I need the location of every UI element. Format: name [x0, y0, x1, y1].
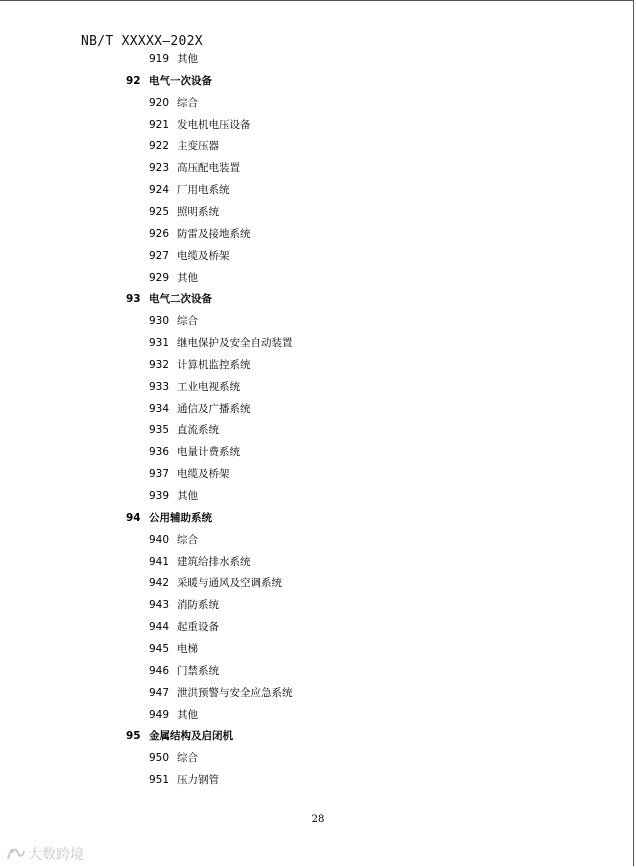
category-code: 934 [149, 402, 170, 415]
category-item [149, 594, 219, 616]
category-label: 其他 [177, 271, 198, 284]
category-label: 电缆及桥架 [177, 468, 230, 481]
category-label: 其他 [177, 53, 198, 65]
category-item [149, 485, 198, 507]
watermark-logo-icon [6, 845, 26, 863]
category-item [149, 463, 230, 485]
category-item [149, 747, 198, 769]
category-item [149, 267, 198, 289]
category-code: 924 [149, 184, 170, 197]
category-label: 其他 [177, 708, 198, 721]
category-label: 消防系统 [177, 599, 219, 612]
category-code: 939 [149, 490, 170, 502]
category-item [149, 529, 198, 551]
category-code: 923 [149, 162, 170, 175]
category-item [149, 92, 198, 114]
category-label: 工业电视系统 [177, 380, 240, 393]
category-heading [126, 288, 212, 310]
category-label: 综合 [177, 533, 198, 546]
category-label: 金属结构及启闭机 [149, 730, 233, 743]
category-code: 937 [149, 468, 170, 481]
category-label: 综合 [177, 96, 198, 109]
category-code: 921 [149, 118, 170, 131]
category-item [149, 201, 219, 223]
category-code: 926 [149, 227, 170, 240]
category-code: 929 [149, 271, 170, 284]
category-code: 919 [149, 53, 170, 65]
category-item [149, 419, 219, 441]
watermark-text: 大数跨境 [28, 847, 84, 863]
category-code: 946 [149, 664, 170, 677]
category-item [149, 704, 198, 726]
category-label: 计算机监控系统 [177, 358, 251, 371]
category-item [149, 48, 198, 70]
category-code: 950 [149, 752, 170, 765]
category-code: 932 [149, 358, 170, 371]
category-item [149, 310, 198, 332]
category-label: 综合 [177, 752, 198, 765]
watermark [6, 844, 84, 864]
category-heading [126, 70, 212, 92]
category-code: 922 [149, 140, 170, 153]
category-label: 发电机电压设备 [177, 118, 251, 131]
category-code: 94 [126, 511, 141, 524]
category-label: 高压配电装置 [177, 162, 240, 175]
category-code: 944 [149, 621, 170, 634]
category-code: 933 [149, 380, 170, 393]
category-label: 起重设备 [177, 621, 219, 634]
category-heading [126, 725, 233, 747]
category-label: 泄洪预警与安全应急系统 [177, 686, 293, 699]
category-item [149, 398, 251, 420]
page-number: 28 [311, 814, 325, 825]
category-code: 920 [149, 96, 170, 109]
category-label: 继电保护及安全自动装置 [177, 337, 293, 350]
category-code: 945 [149, 642, 170, 655]
category-code: 951 [149, 774, 170, 787]
category-item [149, 332, 293, 354]
category-item [149, 660, 219, 682]
category-label: 电梯 [177, 642, 198, 655]
category-item [149, 551, 251, 573]
category-code: 935 [149, 424, 170, 437]
category-item [149, 157, 240, 179]
category-code: 947 [149, 686, 170, 699]
category-label: 建筑给排水系统 [177, 555, 251, 568]
category-item [149, 376, 240, 398]
category-label: 采暖与通风及空调系统 [177, 577, 282, 590]
category-heading [126, 507, 212, 529]
category-label: 电气一次设备 [149, 74, 212, 87]
category-label: 公用辅助系统 [149, 511, 212, 524]
category-item [149, 245, 230, 267]
category-code: 941 [149, 555, 170, 568]
category-item [149, 114, 251, 136]
category-code: 93 [126, 293, 141, 306]
document-code-header: NB/T XXXXX—202X [81, 34, 203, 49]
category-label: 电气二次设备 [149, 293, 212, 306]
category-item [149, 769, 219, 791]
category-item [149, 135, 219, 157]
category-label: 主变压器 [177, 140, 219, 153]
category-label: 压力钢管 [177, 774, 219, 787]
category-code: 949 [149, 708, 170, 721]
category-code: 931 [149, 337, 170, 350]
category-label: 通信及广播系统 [177, 402, 251, 415]
category-item [149, 179, 230, 201]
category-code: 942 [149, 577, 170, 590]
category-code: 940 [149, 533, 170, 546]
category-label: 其他 [177, 490, 198, 502]
category-item [149, 682, 293, 704]
category-item [149, 638, 198, 660]
category-label: 直流系统 [177, 424, 219, 437]
category-code: 930 [149, 315, 170, 328]
category-code: 95 [126, 730, 141, 743]
category-label: 电量计费系统 [177, 446, 240, 459]
category-item [149, 616, 219, 638]
category-label: 防雷及接地系统 [177, 227, 251, 240]
category-label: 厂用电系统 [177, 184, 230, 197]
category-label: 门禁系统 [177, 664, 219, 677]
category-label: 照明系统 [177, 205, 219, 218]
category-code: 936 [149, 446, 170, 459]
category-code: 92 [126, 74, 141, 87]
category-code: 925 [149, 205, 170, 218]
category-item [149, 441, 240, 463]
category-code: 927 [149, 249, 170, 262]
category-code: 943 [149, 599, 170, 612]
category-item [149, 354, 251, 376]
category-label: 综合 [177, 315, 198, 328]
category-item [149, 223, 251, 245]
category-label: 电缆及桥架 [177, 249, 230, 262]
category-item [149, 572, 282, 594]
